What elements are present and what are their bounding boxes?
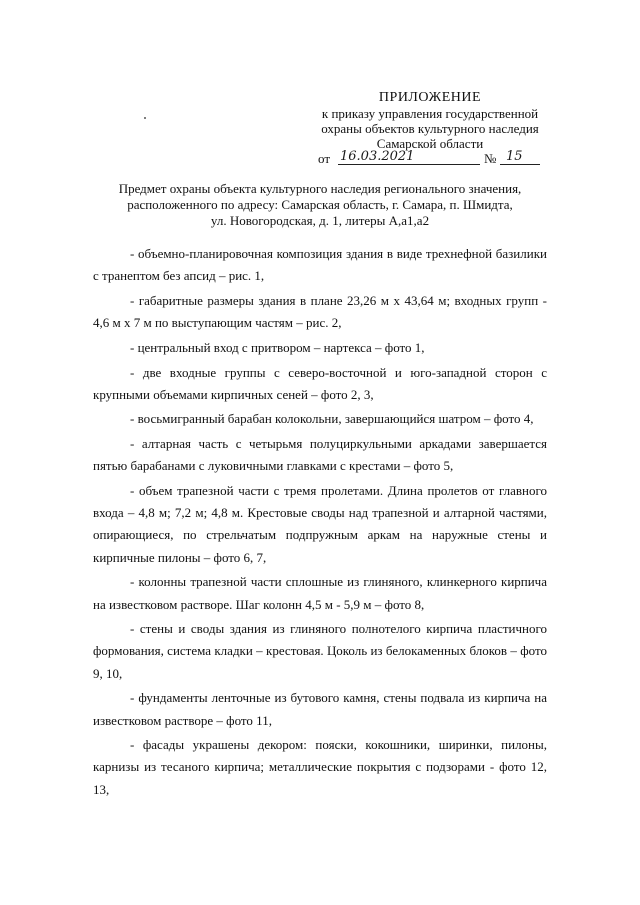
date-underline <box>338 164 480 165</box>
scan-speck <box>144 117 146 119</box>
list-item: - алтарная часть с четырьмя полуциркульными аркадами завершается пятью барабанами с луковичными главками с крестами – фото 5, <box>93 436 547 474</box>
list-item: - центральный вход с притвором – нартекса – фото 1, <box>130 339 425 355</box>
list-item: - фундаменты ленточные из бутового камня, стены подвала из кирпича на известковом растворе – фото 11, <box>93 690 547 728</box>
appendix-line: к приказу управления государственной <box>321 106 539 121</box>
heading-line: расположенного по адресу: Самарская область, г. Самара, п. Шмидта, <box>127 197 513 212</box>
date-label: от <box>318 151 331 166</box>
appendix-block <box>305 90 555 151</box>
appendix-line: охраны объектов культурного наследия <box>321 121 539 136</box>
document-heading <box>95 181 545 229</box>
handwritten-number: 15 <box>506 149 523 164</box>
order-date-number-line <box>318 150 548 168</box>
appendix-title: ПРИЛОЖЕНИЕ <box>378 90 482 105</box>
list-item: - восьмигранный барабан колокольни, завершающийся шатром – фото 4, <box>130 411 534 427</box>
list-item: - колонны трапезной части сплошные из глиняного, клинкерного кирпича на известковом растворе. Шаг колонн 4,5 м - 5,9 м – фото 8, <box>93 574 547 612</box>
number-underline <box>500 164 540 165</box>
list-item: - фасады украшены декором: пояски, кокошники, ширинки, пилоны, карнизы из тесаного кирпича; металлические покрытия с подзорами - фото 12, 13, <box>93 737 547 797</box>
number-label: № <box>484 151 497 166</box>
heading-line: Предмет охраны объекта культурного наследия регионального значения, <box>118 181 522 196</box>
appendix-line: Самарской области <box>376 136 484 151</box>
protection-items-list <box>93 243 547 803</box>
list-item: - две входные группы с северо-восточной и юго-западной сторон с крупными объемами кирпичных сеней – фото 2, 3, <box>93 364 547 402</box>
list-item: - объем трапезной части с тремя пролетами. Длина пролетов от главного входа – 4,8 м; 7,2 м; 4,8 м. Крестовые своды над трапезной и алтарной частями, опирающиеся, по стрельчатым подпружным аркам на наружные стены и кирпичные пилоны – фото 6, 7, <box>93 483 547 565</box>
heading-line: ул. Новогородская, д. 1, литеры А,а1,а2 <box>210 213 430 228</box>
list-item: - объемно-планировочная композиция здания в виде трехнефной базилики с транептом без апсид – рис. 1, <box>93 246 547 284</box>
handwritten-date: 16.03.2021 <box>340 149 415 164</box>
list-item: - стены и своды здания из глиняного полнотелого кирпича пластичного формования, система кладки – крестовая. Цоколь из белокаменных блоков – фото 9, 10, <box>93 621 547 681</box>
list-item: - габаритные размеры здания в плане 23,26 м х 43,64 м; входных групп - 4,6 м х 7 м по выступающим частям – рис. 2, <box>93 292 547 331</box>
